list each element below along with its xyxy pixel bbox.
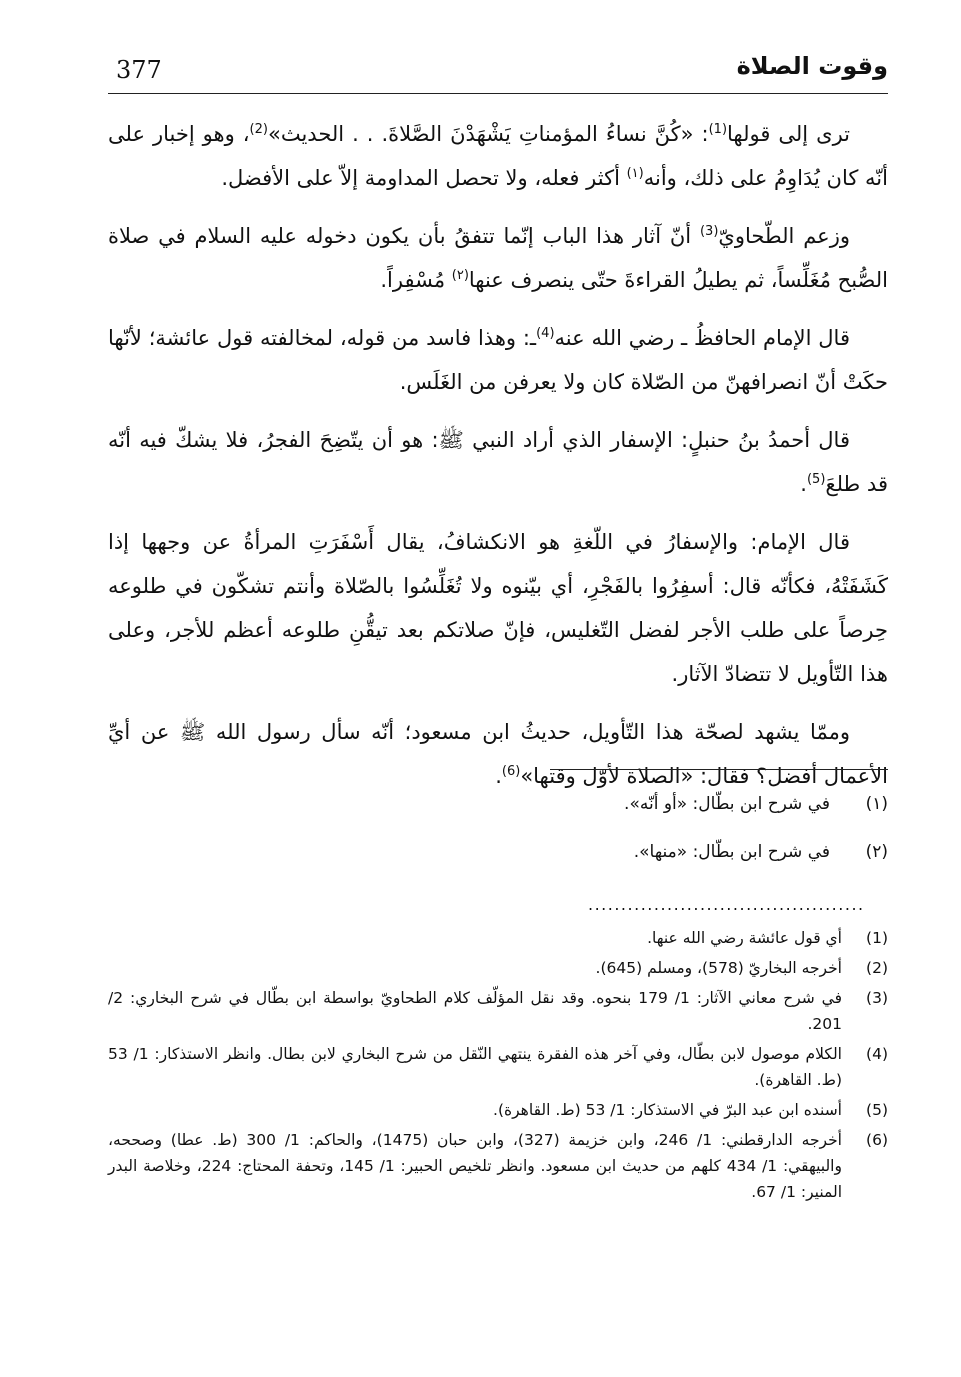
footnote-ref: (1)	[708, 122, 728, 137]
dotted-separator: ..........................................	[588, 895, 865, 914]
footnote-ref: (2)	[249, 122, 268, 137]
variant-note	[108, 834, 888, 882]
paragraph	[108, 112, 888, 200]
variant-note-number: (٢)	[865, 842, 888, 862]
variant-note-text: في شرح ابن بطّال: «أو أنّه».	[624, 794, 830, 814]
footnote	[108, 1097, 888, 1123]
footnote-text: أخرجه البخاريّ (578)، ومسلم (645).	[595, 959, 842, 977]
variant-note-text: في شرح ابن بطّال: «منها».	[633, 842, 830, 862]
footnote-ref: (5)	[806, 472, 826, 487]
footnote-text: أسنده ابن عبد البرّ في الاستذكار: 1/ 53 (ط. القاهرة).	[493, 1101, 842, 1119]
text-run: أكثر فعله، ولا تحصل المداومة إلاّ على الأفضل.	[221, 166, 627, 190]
variant-note	[108, 786, 888, 834]
variant-ref: (١)	[626, 166, 644, 181]
text-run: قال الإمام: والإسفارُ في اللّغةِ هو الانكشافُ، يقال أَسْفَرَتِ المرأةُ عن وجهها إذا كَشَفَتْهُ، فكأنّه قال: أسفِرُوا بالفَجْرِ، أي بيّنوه ولا تُغَلِّسُوا بالصّلاة وأنتم تشكّون في طلوعه حِرصاً على طلب الأجر لفضل التّغليس، فإنّ صلاتكم بعد تيقُّنِ طلوعه أعظم للأجر، وعلى هذا التّأويل لا تتضادّ الآثار.	[108, 530, 888, 686]
variant-ref: (٢)	[451, 268, 469, 283]
paragraph	[108, 316, 888, 404]
footnote	[108, 1041, 888, 1093]
footnote-text: أخرجه الدارقطني: 1/ 246، وابن خزيمة (327)، وابن حبان (1475)، والحاكم: 1/ 300 (ط. عطا) وصححه، والبيهقي: 1/ 434 كلهم من حديث ابن مسعود. وانظر تلخيص الحبير: 1/ 145، وتحفة المحتاج: 224، وخلاصة البدر المنير: 1/ 67.	[108, 1131, 842, 1201]
text-run: قال الإمام الحافظُ ـ رضي الله عنه	[554, 326, 850, 350]
footnote-text: أي قول عائشة رضي الله عنها.	[647, 929, 842, 947]
text-run: مُسْفِراً.	[380, 268, 452, 292]
text-run: ترى إلى قولها	[727, 122, 851, 146]
text-run: .	[800, 472, 807, 496]
text-run: ـ: وهذا فاسد من قوله، لمخالفته قول عائشة؛ لأنّها حكَتْ أنّ انصرافهنّ من الصّلاة كان ولا يعرفن من الغَلَس.	[108, 326, 888, 394]
footnote-ref: (4)	[536, 326, 555, 341]
footnote-separator-rule	[550, 769, 888, 770]
footnote	[108, 955, 888, 981]
page-header	[108, 52, 888, 92]
footnote	[108, 985, 888, 1037]
footnote-number: (2)	[866, 959, 888, 977]
footnote-text: في شرح معاني الآثار: 1/ 179 بنحوه. وقد نقل المؤلّف كلام الطحاويّ بواسطة ابن بطّال في شرح البخاري: 2/ 201.	[108, 989, 842, 1033]
footnote-text: الكلام موصول لابن بطّال، وفي آخر هذه الفقرة ينتهي النّقل من شرح البخاري لابن بطال. وانظر الاستذكار: 1/ 53 (ط. القاهرة).	[108, 1045, 842, 1089]
footnote-number: (4)	[866, 1045, 888, 1063]
text-run: وزعم الطّحاويّ	[718, 224, 850, 248]
text-run: ، وهو إخبار على أنّه كان يُدَاوِمُ على ذلك، وأنه	[108, 122, 888, 190]
header-rule	[108, 93, 888, 94]
paragraph	[108, 214, 888, 302]
text-run: أنّ آثار هذا الباب إنّما تتفقُ بأن يكون دخوله عليه السلام في صلاة الصُّبح مُغَلِّساً، ثم يطيلُ القراءةَ حتّى ينصرف عنها	[108, 224, 888, 292]
footnote	[108, 1127, 888, 1205]
footnote-ref: (6)	[501, 764, 521, 779]
variant-note-number: (١)	[865, 794, 888, 814]
footnote-number: (6)	[866, 1131, 888, 1149]
text-run: : «كُنَّ نساءُ المؤمناتِ يَشْهَدْنَ الصَّلاةَ. . . الحديث»	[267, 122, 709, 146]
footnotes	[108, 925, 888, 1209]
footnote	[108, 925, 888, 951]
text-run: .	[495, 764, 502, 788]
footnote-number: (5)	[866, 1101, 888, 1119]
text-run: قال أحمدُ بنُ حنبلٍ: الإسفار الذي أراد النبي ﷺ: هو أن يتّضِحَ الفجرُ، فلا يشكّ فيه أنّه قد طلعَ	[108, 428, 888, 496]
main-text	[108, 112, 888, 812]
running-title: وقوت الصلاة	[736, 52, 888, 80]
page-number: 377	[116, 56, 162, 84]
footnote-ref: (3)	[699, 224, 719, 239]
paragraph	[108, 520, 888, 696]
text-run: وممّا يشهد لصحّة هذا التّأويل، حديثُ ابن مسعود؛ أنّه سأل رسول الله ﷺ عن أيِّ الأعمال أفضل؟ فقال: «الصلاة لأوّل وقتها»	[108, 720, 888, 788]
paragraph	[108, 418, 888, 506]
paragraph	[108, 710, 888, 798]
footnote-number: (3)	[866, 989, 888, 1007]
footnote-number: (1)	[866, 929, 888, 947]
variant-notes	[108, 786, 888, 882]
